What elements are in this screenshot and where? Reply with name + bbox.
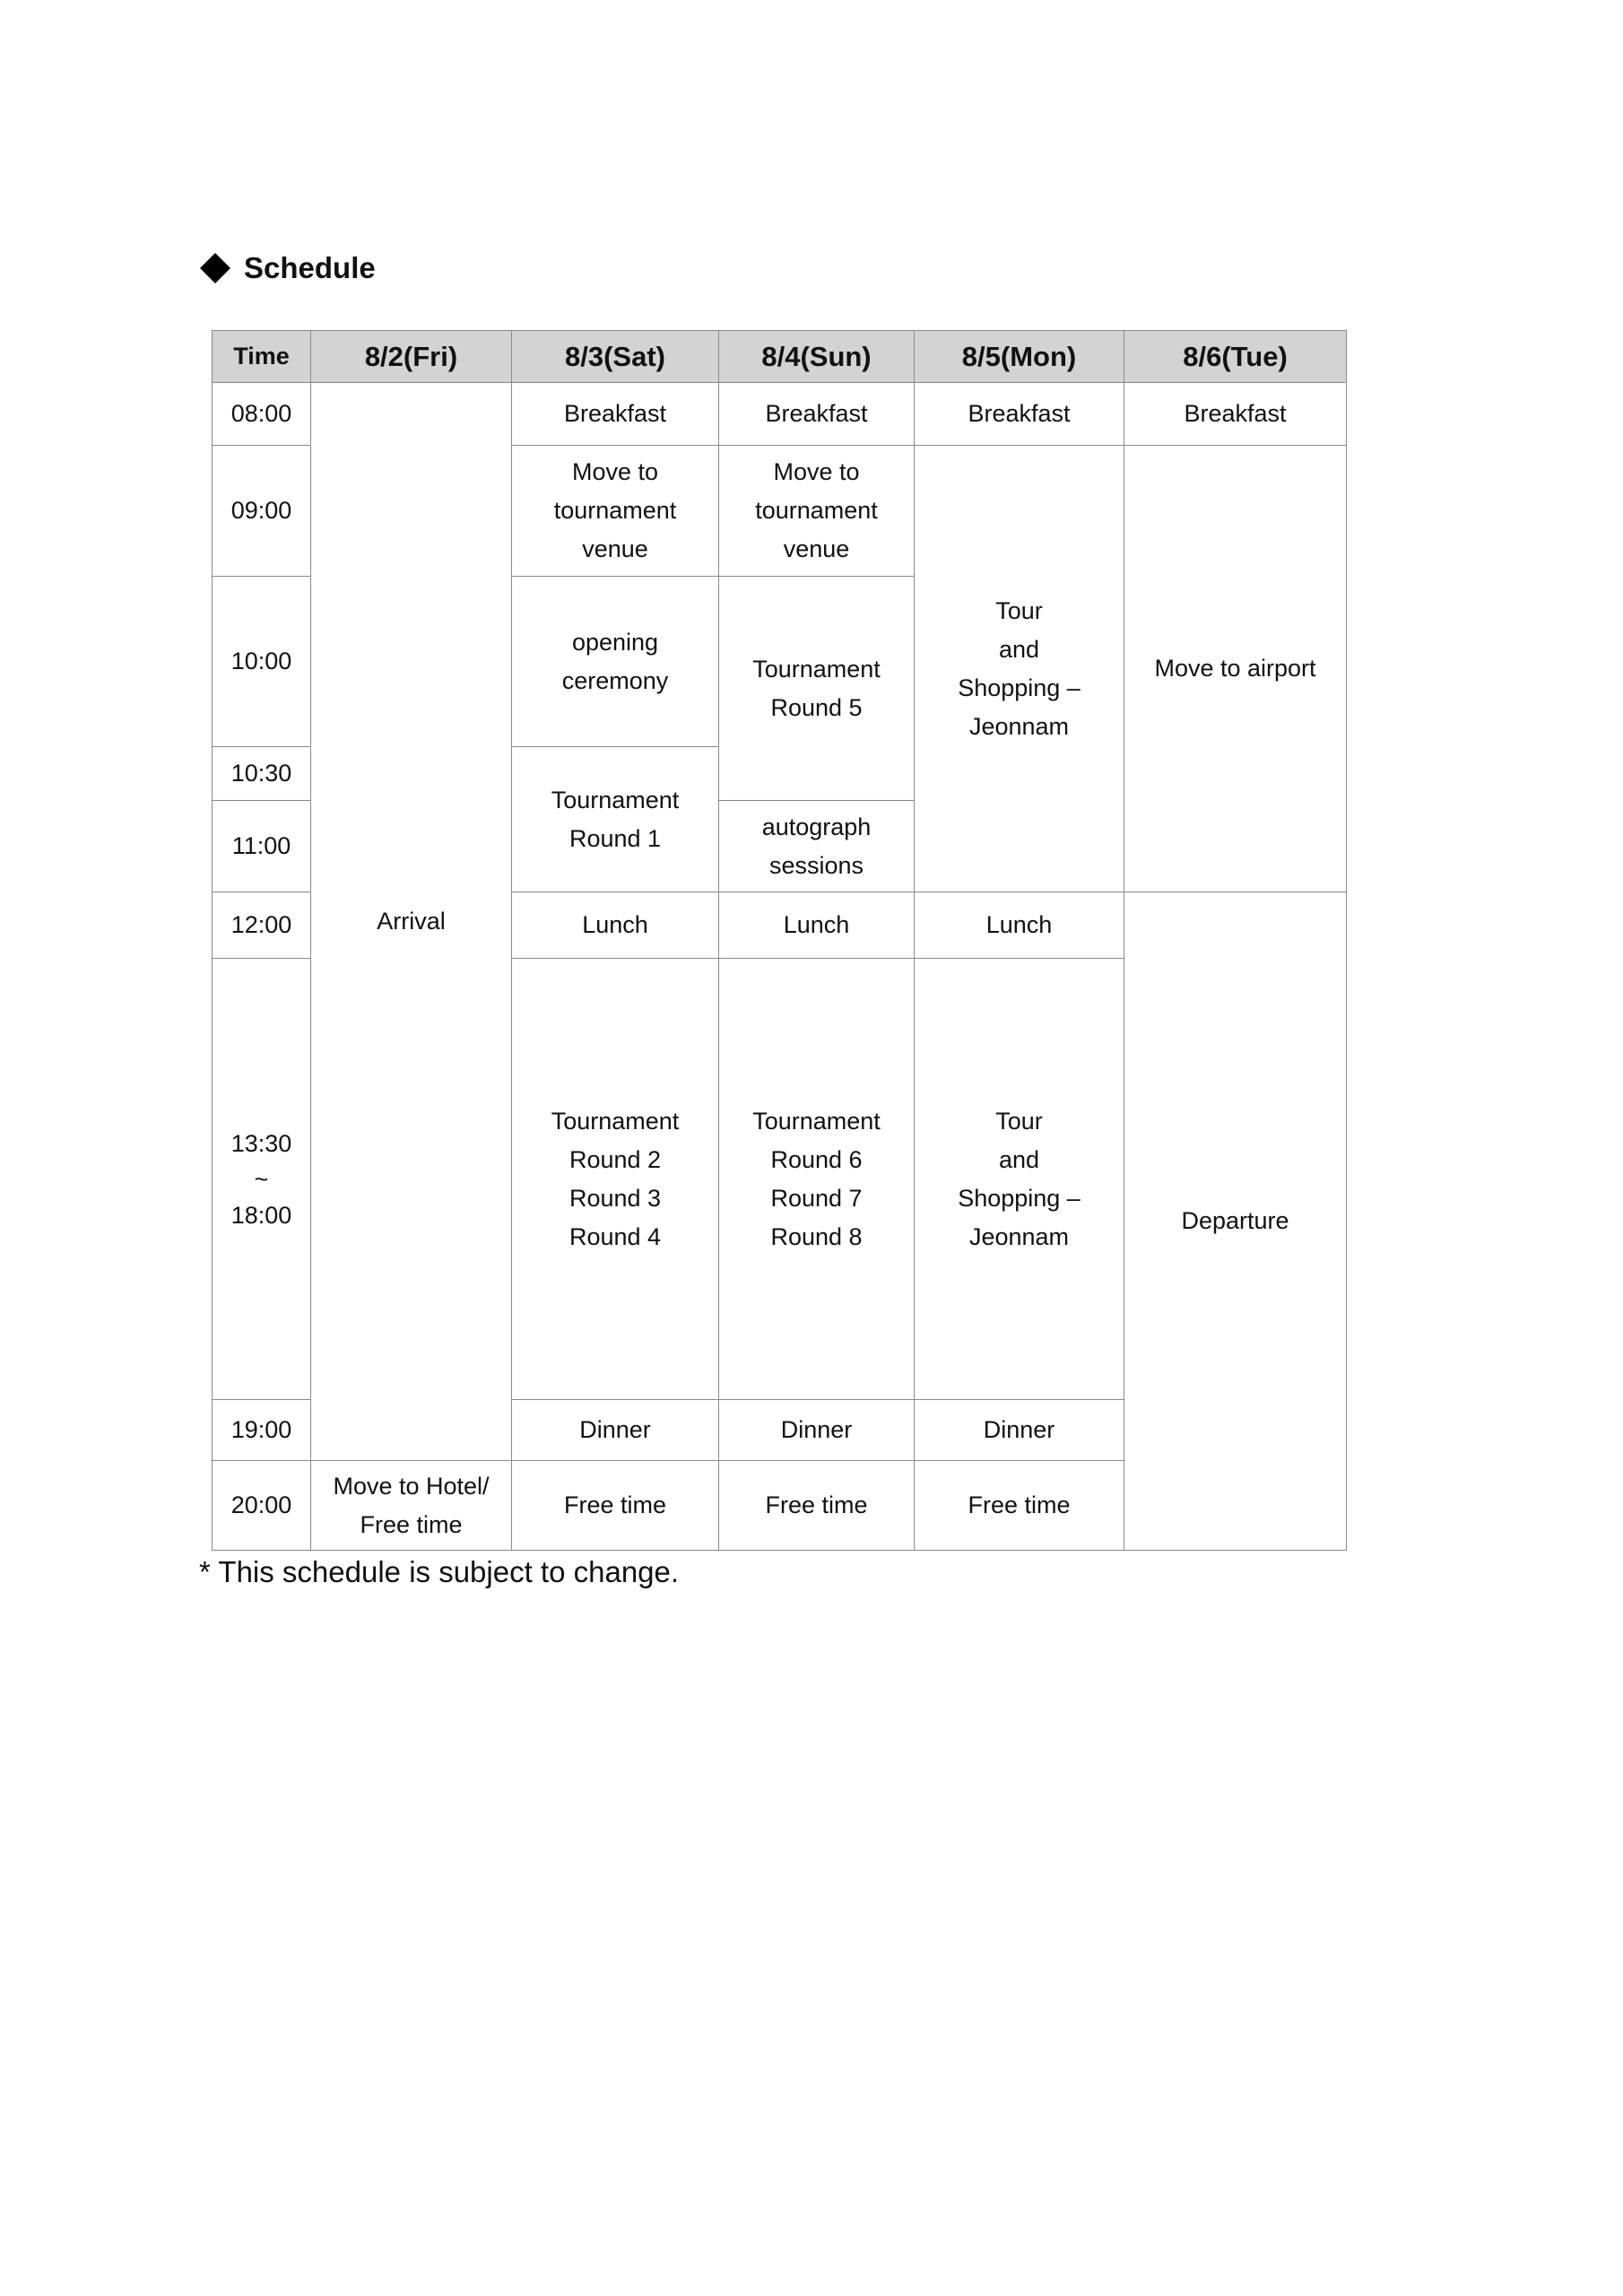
time-1330-1800: 13:30 ~ 18:00 (213, 959, 311, 1400)
sun-rounds: Tournament Round 6 Round 7 Round 8 (719, 959, 915, 1400)
sat-rounds: Tournament Round 2 Round 3 Round 4 (512, 959, 719, 1400)
mon-tour-morning: Tour and Shopping – Jeonnam (915, 446, 1124, 892)
sun-free-time: Free time (719, 1461, 915, 1551)
header-fri: 8/2(Fri) (311, 331, 512, 383)
sun-round5: Tournament Round 5 (719, 577, 915, 801)
mon-breakfast: Breakfast (915, 383, 1124, 446)
table-row (213, 383, 1347, 446)
sun-move-venue: Move to tournament venue (719, 446, 915, 577)
sat-move-venue: Move to tournament venue (512, 446, 719, 577)
header-row (213, 331, 1347, 383)
sat-free-time: Free time (512, 1461, 719, 1551)
sat-dinner: Dinner (512, 1400, 719, 1461)
sun-dinner: Dinner (719, 1400, 915, 1461)
tue-departure: Departure (1124, 892, 1347, 1551)
diamond-bullet-icon (200, 253, 230, 283)
header-mon: 8/5(Mon) (915, 331, 1124, 383)
sun-breakfast: Breakfast (719, 383, 915, 446)
sun-autograph: autograph sessions (719, 801, 915, 892)
header-tue: 8/6(Tue) (1124, 331, 1347, 383)
mon-tour-afternoon: Tour and Shopping – Jeonnam (915, 959, 1124, 1400)
sat-lunch: Lunch (512, 892, 719, 959)
tue-breakfast: Breakfast (1124, 383, 1347, 446)
tue-move-airport: Move to airport (1124, 446, 1347, 892)
time-1000: 10:00 (213, 577, 311, 747)
schedule-note: * This schedule is subject to change. (199, 1555, 680, 1588)
time-1900: 19:00 (213, 1400, 311, 1461)
sat-opening-ceremony: opening ceremony (512, 577, 719, 747)
fri-arrival: Arrival (311, 383, 512, 1461)
sun-lunch: Lunch (719, 892, 915, 959)
mon-lunch: Lunch (915, 892, 1124, 959)
time-1030: 10:30 (213, 747, 311, 801)
time-2000: 20:00 (213, 1461, 311, 1551)
header-time: Time (213, 331, 311, 383)
header-sat: 8/3(Sat) (512, 331, 719, 383)
mon-dinner: Dinner (915, 1400, 1124, 1461)
mon-free-time: Free time (915, 1461, 1124, 1551)
time-0900: 09:00 (213, 446, 311, 577)
heading-title: Schedule (244, 251, 376, 284)
time-0800: 08:00 (213, 383, 311, 446)
section-heading (199, 248, 376, 289)
sat-round1: Tournament Round 1 (512, 747, 719, 892)
schedule-table (212, 330, 1347, 1551)
fri-evening: Move to Hotel/ Free time (311, 1461, 512, 1551)
header-sun: 8/4(Sun) (719, 331, 915, 383)
time-1200: 12:00 (213, 892, 311, 959)
time-1100: 11:00 (213, 801, 311, 892)
sat-breakfast: Breakfast (512, 383, 719, 446)
